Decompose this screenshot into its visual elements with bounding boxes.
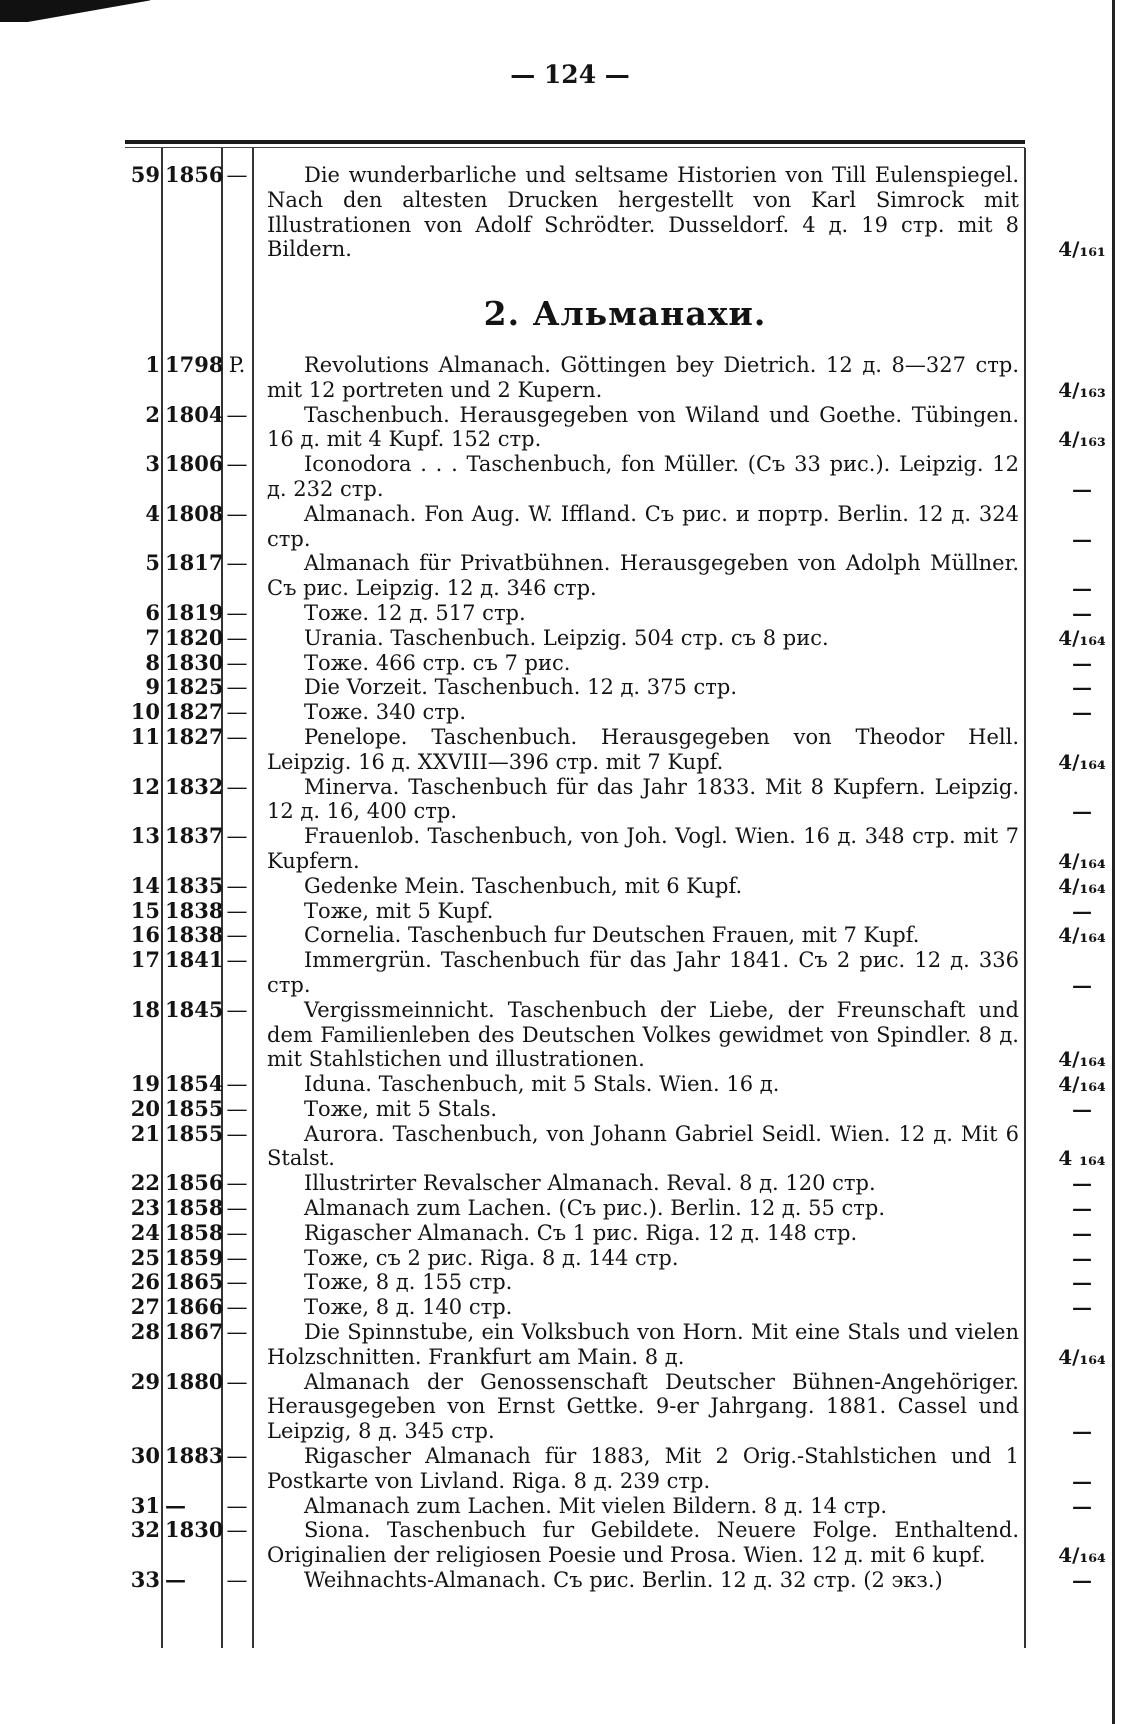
entry-description: Siona. Taschenbuch fur Gebildete. Neuere Folge. Enthaltend. Originalien der religiosen Poesie und Prosa. Wien. 12 д. mit 6 kupf. [267, 1518, 1019, 1568]
entry-description: Urania. Taschenbuch. Leipzig. 504 стр. съ 8 рис. [304, 625, 829, 650]
entry-number: 21 [130, 1120, 160, 1146]
entry-mark: — [226, 873, 248, 898]
entry-year: 1883 [165, 1443, 224, 1469]
entry-number: 29 [130, 1368, 160, 1394]
entry-mark: — [226, 1493, 248, 1518]
entry-year: 1825 [165, 674, 224, 700]
entry-number: 28 [130, 1319, 160, 1345]
entry-price: — [1072, 650, 1092, 675]
entry-mark: — [226, 1369, 248, 1394]
entry-description: Vergissmeinnicht. Taschenbuch der Liebe, der Freunschaft und dem Familienleben des Deutschen Volkes gewidmet von Spindler. 8 д. mit Stahlstichen und illustrationen. [267, 997, 1019, 1072]
entry-mark: — [226, 898, 248, 923]
entry-year: 1845 [165, 996, 224, 1022]
entry-mark: — [226, 1121, 248, 1146]
catalog-entry [0, 923, 1140, 948]
entry-year: 1859 [165, 1244, 224, 1270]
catalog-entry [0, 1518, 1140, 1568]
catalog-entry [0, 502, 1140, 552]
entry-mark: P. [228, 352, 246, 377]
entry-price: — [1072, 1245, 1092, 1270]
entry-mark: — [226, 551, 248, 576]
entry-year: 1855 [165, 1120, 224, 1146]
entry-number: 22 [130, 1170, 160, 1196]
entry-number: 6 [145, 599, 160, 625]
entry-number: 31 [130, 1492, 160, 1518]
entry-mark: — [226, 1072, 248, 1097]
entry-description: Тоже. 466 стр. съ 7 рис. [304, 650, 571, 675]
entry-year: 1854 [165, 1071, 224, 1097]
entry-year: 1837 [165, 823, 224, 849]
entry-number: 7 [145, 624, 160, 650]
entry-year: 1804 [165, 401, 224, 427]
catalog-entry [0, 551, 1140, 601]
entry-mark: — [226, 650, 248, 675]
entry-number: 1 [145, 351, 160, 377]
header-rule-thin [125, 147, 1025, 148]
entry-year: 1867 [165, 1319, 224, 1345]
catalog-entry [0, 1568, 1140, 1593]
entry-description: Revolutions Almanach. Göttingen bey Dietrich. 12 д. 8—327 стр. mit 12 portreten und 2 Kupern. [267, 352, 1019, 402]
catalog-entry [0, 403, 1140, 453]
entry-description: Taschenbuch. Herausgegeben von Wiland und Goethe. Tübingen. 16 д. mit 4 Kupf. 152 стр. [267, 402, 1019, 452]
entry-description: Cornelia. Taschenbuch fur Deutschen Frauen, mit 7 Kupf. [304, 923, 920, 948]
entry-price: — [1072, 1568, 1092, 1593]
catalog-entry [0, 1320, 1140, 1370]
entry-description: Illustrirter Revalscher Almanach. Reval. 8 д. 120 стр. [304, 1171, 876, 1196]
entry-mark: — [226, 625, 248, 650]
entry-price: — [1072, 1295, 1092, 1320]
entry-price: — [1072, 476, 1092, 501]
entry-mark: — [226, 1320, 248, 1345]
entry-price: 4/₁₆₄ [1058, 873, 1106, 898]
entry-price: — [1072, 1419, 1092, 1444]
entry-price: — [1072, 600, 1092, 625]
entry-number: 11 [130, 723, 160, 749]
entry-year: 1817 [165, 550, 224, 576]
catalog-entry [0, 163, 1140, 262]
entry-mark: — [226, 600, 248, 625]
entry-price: 4/₁₆₁ [1058, 237, 1106, 262]
entry-year: 1856 [165, 162, 224, 187]
entry-year: 1820 [165, 624, 224, 650]
entry-year: 1827 [165, 699, 224, 725]
entry-price: 4/₁₆₄ [1058, 625, 1106, 650]
entry-price: — [1072, 799, 1092, 824]
entry-number: 14 [130, 872, 160, 898]
catalog-entry [0, 700, 1140, 725]
catalog-entry [0, 725, 1140, 775]
entry-description: Rigascher Almanach für 1883, Mit 2 Orig.-Stahlstichen und 1 Postkarte von Livland. Riga. 8 д. 239 стр. [267, 1444, 1019, 1493]
entry-year: 1856 [165, 1170, 224, 1196]
entry-number: 13 [130, 823, 160, 849]
entry-year: 1835 [165, 872, 224, 898]
entry-year: 1798 [165, 351, 224, 377]
entry-description: Тоже, mit 5 Kupf. [304, 898, 494, 923]
entry-price: 4/₁₆₄ [1058, 749, 1106, 774]
entry-number: 20 [130, 1095, 160, 1121]
entry-description: Almanach zum Lachen. Mit vielen Bildern. 8 д. 14 стр. [304, 1493, 888, 1518]
entry-description: Iduna. Taschenbuch, mit 5 Stals. Wien. 16 д. [304, 1072, 780, 1097]
entry-price: — [1072, 700, 1092, 725]
entry-year: 1832 [165, 773, 224, 799]
entry-price: — [1072, 898, 1092, 923]
entry-year: — [165, 1492, 186, 1518]
entry-year: 1841 [165, 947, 224, 973]
entry-price: — [1072, 576, 1092, 601]
catalog-entry [0, 1196, 1140, 1221]
entry-price: — [1072, 1493, 1092, 1518]
entry-description: Penelope. Taschenbuch. Herausgegeben von Theodor Hell. Leipzig. 16 д. XXVIII—396 стр. mit 7 Kupf. [267, 724, 1019, 774]
catalog-entry [0, 874, 1140, 899]
entry-description: Iconodora . . . Taschenbuch, fon Müller. (Съ 33 рис.). Leipzig. 12 д. 232 стр. [267, 452, 1019, 501]
entry-year: 1858 [165, 1195, 224, 1221]
catalog-entry [0, 1444, 1140, 1494]
entry-number: 9 [145, 674, 160, 700]
entry-number: 32 [130, 1517, 160, 1543]
entry-description: Rigascher Almanach. Съ 1 рис. Riga. 12 д. 148 стр. [304, 1220, 858, 1245]
entry-year: 1819 [165, 599, 224, 625]
catalog-entry [0, 1246, 1140, 1271]
entry-mark: — [226, 452, 248, 477]
entry-mark: — [226, 1568, 248, 1593]
catalog-entry [0, 899, 1140, 924]
entry-number: 59 [130, 162, 160, 187]
entry-price: 4/₁₆₄ [1058, 1072, 1106, 1097]
catalog-entry [0, 1270, 1140, 1295]
catalog-entry [0, 824, 1140, 874]
entry-description: Frauenlob. Taschenbuch, von Joh. Vogl. Wien. 16 д. 348 стр. mit 7 Kupfern. [267, 824, 1019, 873]
catalog-entry [0, 1221, 1140, 1246]
catalog-entry [0, 948, 1140, 998]
entry-number: 33 [130, 1567, 160, 1593]
entry-number: 16 [130, 922, 160, 948]
entry-price: 4 ₁₆₄ [1058, 1146, 1106, 1171]
entry-mark: — [226, 163, 248, 187]
entry-mark: — [226, 501, 248, 526]
entry-number: 19 [130, 1071, 160, 1097]
entry-mark: — [226, 923, 248, 948]
scan-corner-mark [0, 0, 150, 22]
catalog-entry [0, 1072, 1140, 1097]
page-number: — 124 — [510, 60, 630, 89]
catalog-entry [0, 651, 1140, 676]
entry-number: 12 [130, 773, 160, 799]
entry-description: Die Vorzeit. Taschenbuch. 12 д. 375 стр. [304, 675, 738, 700]
entry-number: 23 [130, 1195, 160, 1221]
entry-price: — [1072, 1171, 1092, 1196]
entry-description: Almanach der Genossenschaft Deutscher Bühnen-Angehöriger. Herausgegeben von Ernst Gettke. 9-er Jahrgang. 1881. Cassel und Leipzig, 8 д. 345 стр. [267, 1369, 1019, 1444]
entry-description: Тоже. 12 д. 517 стр. [304, 600, 526, 625]
entry-year: 1838 [165, 922, 224, 948]
catalog-entry [0, 626, 1140, 651]
entry-description: Тоже, mit 5 Stals. [304, 1096, 498, 1121]
entry-price: 4/₁₆₄ [1058, 1047, 1106, 1072]
entry-number: 26 [130, 1269, 160, 1295]
catalog-entry [0, 1295, 1140, 1320]
entry-price: — [1072, 1220, 1092, 1245]
entry-year: 1827 [165, 723, 224, 749]
catalog-entry [0, 1122, 1140, 1172]
entry-mark: — [226, 1220, 248, 1245]
entry-year: 1880 [165, 1368, 224, 1394]
entry-description: Die Spinnstube, ein Volksbuch von Horn. Mit eine Stals und vielen Holzschnitten. Frankfurt am Main. 8 д. [267, 1320, 1019, 1369]
entry-mark: — [226, 402, 248, 427]
catalog-entry [0, 775, 1140, 825]
entry-year: 1855 [165, 1095, 224, 1121]
entry-description: Тоже, 8 д. 155 стр. [304, 1270, 513, 1295]
entry-year: 1830 [165, 649, 224, 675]
entry-price: — [1072, 1196, 1092, 1221]
catalog-entry [0, 675, 1140, 700]
entry-price: 4/₁₆₄ [1058, 923, 1106, 948]
entry-price: — [1072, 1096, 1092, 1121]
entry-number: 5 [145, 550, 160, 576]
entry-description: Тоже, съ 2 рис. Riga. 8 д. 144 стр. [304, 1245, 679, 1270]
entry-number: 27 [130, 1294, 160, 1320]
entry-mark: — [226, 1196, 248, 1221]
entry-number: 2 [145, 401, 160, 427]
entry-year: 1865 [165, 1269, 224, 1295]
entry-description: Almanach zum Lachen. (Съ рис.). Berlin. 12 д. 55 стр. [304, 1196, 886, 1221]
entry-price: — [1072, 1468, 1092, 1493]
catalog-entry [0, 1494, 1140, 1519]
entry-description: Aurora. Taschenbuch, von Johann Gabriel Seidl. Wien. 12 д. Mit 6 Stalst. [267, 1121, 1019, 1171]
entry-description: Gedenke Mein. Taschenbuch, mit 6 Kupf. [304, 873, 743, 898]
entry-number: 25 [130, 1244, 160, 1270]
header-rule [125, 140, 1025, 144]
entry-price: — [1072, 1270, 1092, 1295]
entry-mark: — [226, 700, 248, 725]
entry-price: 4/₁₆₃ [1058, 427, 1106, 452]
entry-mark: — [226, 824, 248, 849]
entry-price: 4/₁₆₄ [1058, 1344, 1106, 1369]
entry-number: 4 [145, 500, 160, 526]
entry-mark: — [226, 997, 248, 1022]
entry-price: 4/₁₆₃ [1058, 377, 1106, 402]
entry-year: 1806 [165, 451, 224, 477]
catalog-table [0, 163, 1140, 1593]
entry-number: 15 [130, 897, 160, 923]
entry-description: Almanach für Privatbühnen. Herausgegeben von Adolph Müllner. Съ рис. Leipzig. 12 д. 346 стр. [267, 551, 1019, 601]
entry-mark: — [226, 1295, 248, 1320]
entry-year: 1858 [165, 1219, 224, 1245]
entry-mark: — [226, 1270, 248, 1295]
entry-year: 1830 [165, 1517, 224, 1543]
catalog-entry [0, 353, 1140, 403]
entry-mark: — [226, 774, 248, 799]
entry-mark: — [226, 1518, 248, 1543]
entry-year: 1866 [165, 1294, 224, 1320]
entry-mark: — [226, 675, 248, 700]
entry-number: 8 [145, 649, 160, 675]
catalog-entry [0, 452, 1140, 502]
entry-price: — [1072, 675, 1092, 700]
entry-number: 17 [130, 947, 160, 973]
entry-price: 4/₁₆₄ [1058, 848, 1106, 873]
section-title: 2. Альманахи. [483, 294, 767, 334]
entry-year: 1808 [165, 500, 224, 526]
entry-description: Тоже, 8 д. 140 стр. [304, 1295, 513, 1320]
entry-description: Тоже. 340 стр. [304, 700, 467, 725]
catalog-entry [0, 1171, 1140, 1196]
catalog-entry [0, 1097, 1140, 1122]
catalog-entry [0, 601, 1140, 626]
entry-description: Almanach. Fon Aug. W. Iffland. Съ рис. и портр. Berlin. 12 д. 324 стр. [267, 501, 1019, 551]
entry-year: — [165, 1567, 186, 1593]
entry-mark: — [226, 1444, 248, 1469]
entry-number: 18 [130, 996, 160, 1022]
entry-description: Minerva. Taschenbuch für das Jahr 1833. Mit 8 Kupfern. Leipzig. 12 д. 16, 400 стр. [267, 774, 1019, 824]
entry-number: 24 [130, 1219, 160, 1245]
entry-price: 4/₁₆₄ [1058, 1543, 1106, 1568]
entry-mark: — [226, 1245, 248, 1270]
entry-number: 30 [130, 1443, 160, 1469]
entry-price: — [1072, 972, 1092, 997]
entry-description: Immergrün. Taschenbuch für das Jahr 1841. Съ 2 рис. 12 д. 336 стр. [267, 948, 1019, 997]
entry-number: 3 [145, 451, 160, 477]
entry-mark: — [226, 948, 248, 973]
entry-number: 10 [130, 699, 160, 725]
entry-mark: — [226, 1171, 248, 1196]
catalog-entry [0, 998, 1140, 1072]
entry-year: 1838 [165, 897, 224, 923]
entry-mark: — [226, 1096, 248, 1121]
entry-price: — [1072, 526, 1092, 551]
catalog-entry [0, 1370, 1140, 1444]
entry-description: Weihnachts-Almanach. Съ рис. Berlin. 12 д. 32 стр. (2 экз.) [304, 1568, 943, 1593]
entry-mark: — [226, 724, 248, 749]
entry-description: Die wunderbarliche und seltsame Historien von Till Eulenspiegel. Nach den altesten Drucken hergestellt von Karl Simrock mit Illustrationen von Adolf Schrödter. Dusseldorf. 4 д. 19 стр. mit 8 Bildern. [267, 163, 1019, 262]
